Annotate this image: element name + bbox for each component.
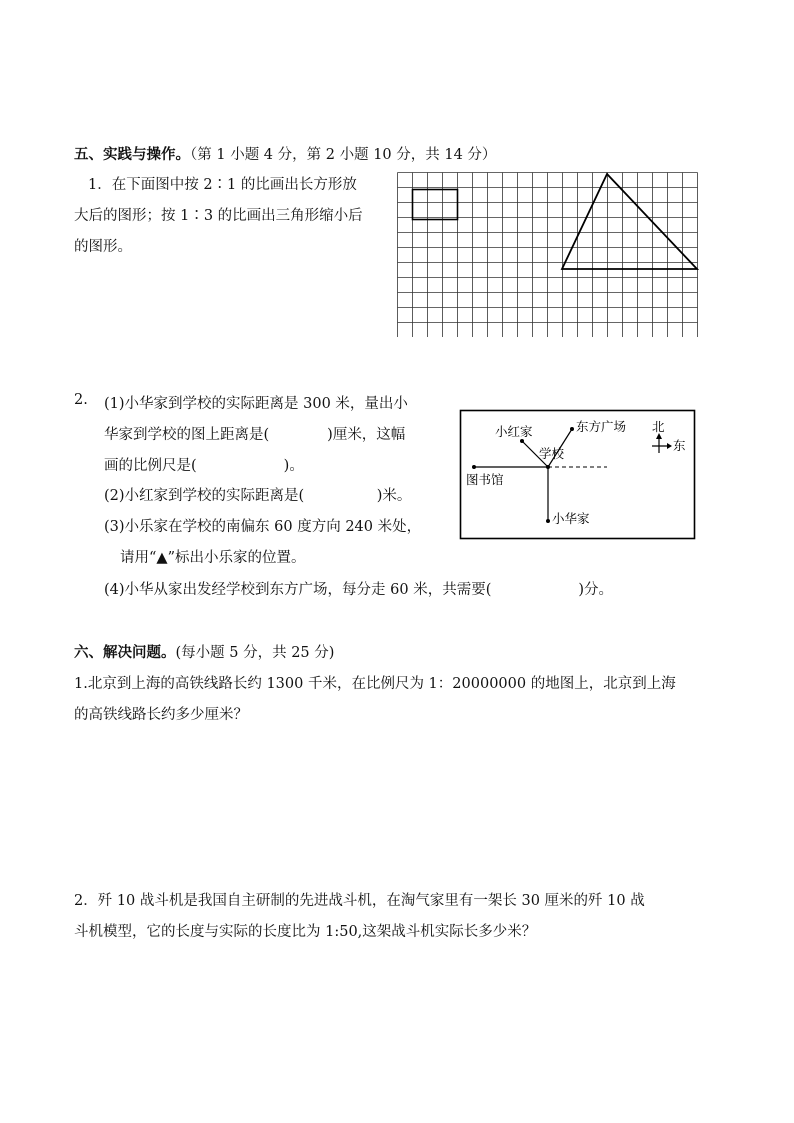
position-map[interactable] — [459, 409, 696, 540]
q1-line1: 1．在下面图中按 2∶1 的比画出长方形放 — [88, 177, 357, 193]
q2-part2: (2)小红家到学校的实际距离是( )米。 — [104, 488, 412, 504]
section6-heading: 六、解决问题。 — [74, 644, 176, 661]
label-dongfang: 东方广场 — [576, 419, 627, 434]
label-school: 学校 — [539, 446, 565, 461]
grid-lines — [398, 173, 698, 338]
xiaohua-dot — [546, 519, 550, 523]
q1-line3: 的图形。 — [74, 239, 132, 255]
label-xiaohua: 小华家 — [552, 511, 590, 526]
triangle-shape — [562, 174, 697, 269]
dongfang-dot — [570, 427, 574, 431]
q2-part1-line2: 华家到学校的图上距离是( )厘米，这幅 — [104, 427, 406, 443]
q2-part3-line2: 请用“▲”标出小乐家的位置。 — [120, 550, 306, 566]
q2-part1-line1: (1)小华家到学校的实际距离是 300 米，量出小 — [104, 396, 408, 412]
section6-score-note: (每小题 5 分，共 25 分) — [175, 645, 335, 661]
rectangle-shape — [413, 190, 458, 220]
xiaohong-dot — [520, 439, 524, 443]
section5-heading: 五、实践与操作。 — [74, 146, 190, 163]
section5-title — [74, 143, 496, 164]
label-east: 东 — [673, 438, 686, 453]
q2-part1-line3: 画的比例尺是( )。 — [104, 458, 304, 474]
school-dot — [546, 465, 550, 469]
compass-icon — [652, 433, 672, 453]
library-dot — [472, 465, 476, 469]
q1-line2: 大后的图形；按 1∶3 的比画出三角形缩小后 — [74, 208, 363, 224]
section6-title — [74, 641, 334, 662]
label-xiaohong: 小红家 — [495, 424, 533, 439]
q2-number: 2. — [74, 392, 88, 408]
s6-q1-line1: 1.北京到上海的高铁线路长约 1300 千米，在比例尺为 1：20000000 的地图上，北京到上海 — [74, 676, 676, 692]
s6-q2-line2: 斗机模型，它的长度与实际的长度比为 1:50,这架战斗机实际长多少米？ — [74, 924, 537, 940]
drawing-grid[interactable] — [397, 172, 700, 337]
s6-q1-line2: 的高铁线路长约多少厘米？ — [74, 707, 248, 723]
q2-part3-line1: (3)小乐家在学校的南偏东 60 度方向 240 米处， — [104, 519, 422, 535]
s6-q2-line1: 2．歼 10 战斗机是我国自主研制的先进战斗机，在淘气家里有一架长 30 厘米的歼 10 战 — [74, 893, 645, 909]
label-north: 北 — [652, 419, 665, 434]
label-library: 图书馆 — [466, 472, 504, 487]
section5-score-note: （第 1 小题 4 分，第 2 小题 10 分，共 14 分） — [190, 147, 497, 163]
q2-part4: (4)小华从家出发经学校到东方广场，每分走 60 米，共需要( )分。 — [104, 582, 614, 598]
